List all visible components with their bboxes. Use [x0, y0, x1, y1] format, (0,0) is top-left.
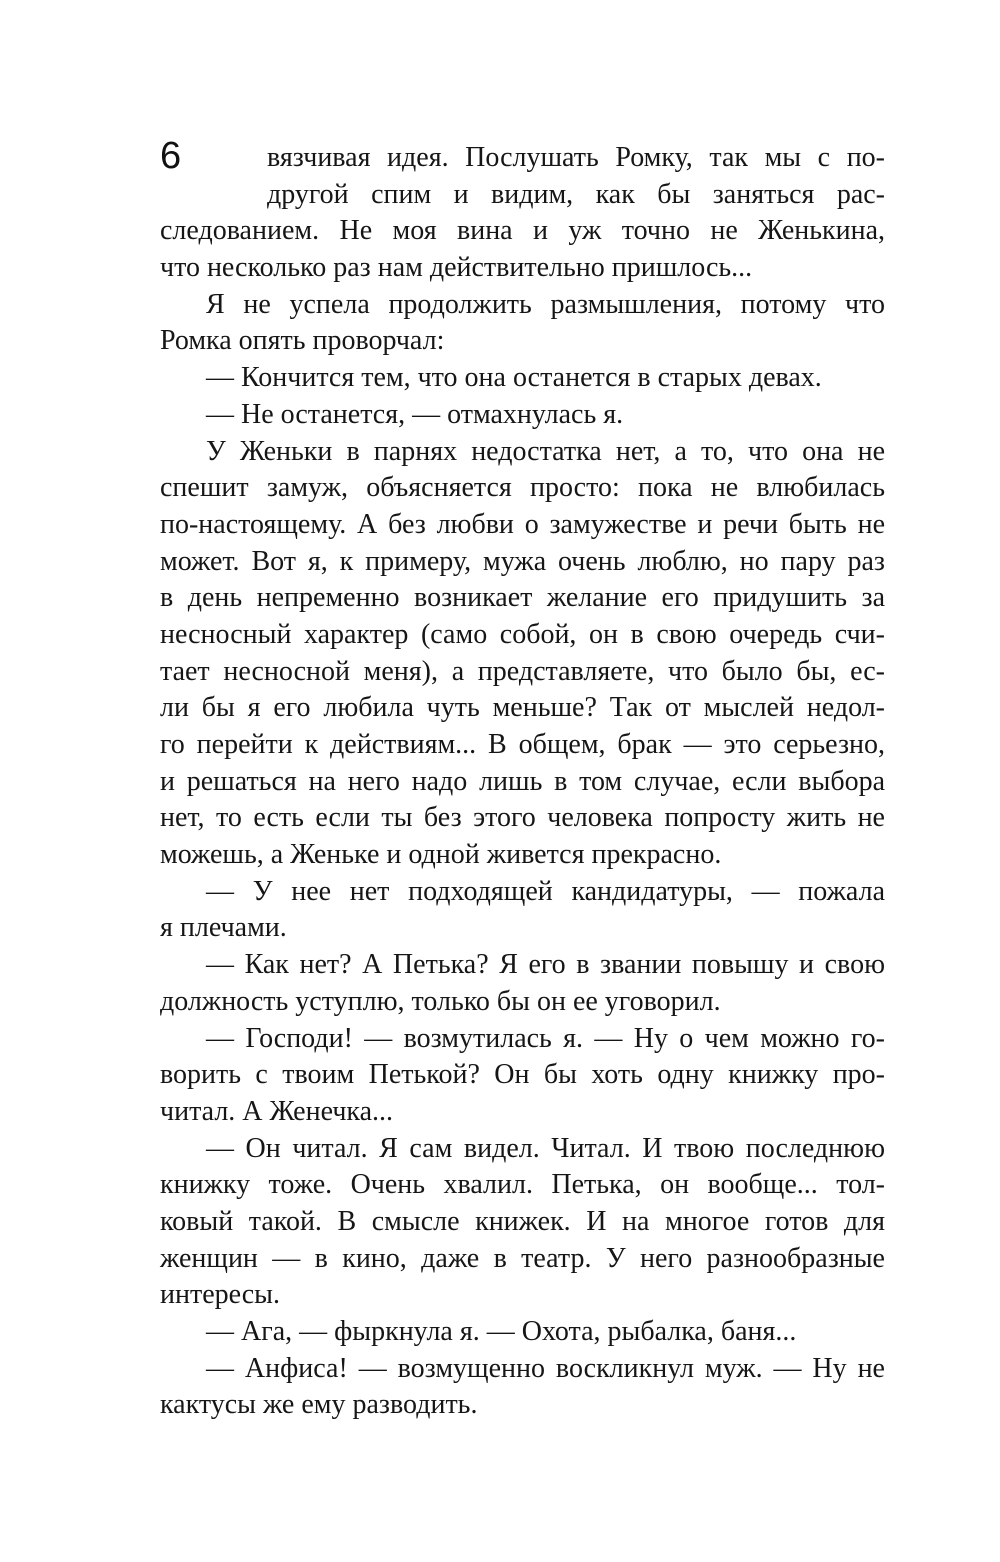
text-line: — Не останется, — отмахнулась я. [206, 398, 624, 430]
text-line: нет, то есть если ты без этого человека попросту жить не [160, 802, 885, 834]
text-line: У Женьки в парнях недостатка нет, а то, что она не [206, 435, 885, 467]
text-line: — Кончится тем, что она останется в старых девах. [206, 362, 822, 394]
text-line: — Как нет? А Петька? Я его в звании повышу и свою [206, 949, 885, 981]
text-line: Я не успела продолжить размышления, потому что [206, 288, 885, 320]
text-line: можешь, а Женьке и одной живется прекрасно. [160, 839, 722, 871]
page-number: 6 [160, 135, 182, 177]
text-line: в день непременно возникает желание его придушить за [160, 582, 885, 614]
text-line: по-настоящему. А без любви о замужестве и речи быть не [160, 508, 885, 540]
text-line: тает несносной меня), а представляете, что было бы, ес- [160, 655, 885, 687]
text-line: книжку тоже. Очень хвалил. Петька, он вообще... тол- [160, 1169, 885, 1201]
text-line: читал. А Женечка... [160, 1095, 394, 1127]
text-line: кактусы же ему разводить. [160, 1389, 478, 1421]
text-line: ворить с твоим Петькой? Он бы хоть одну книжку про- [160, 1059, 885, 1091]
text-line: женщин — в кино, даже в театр. У него разнообразные [160, 1242, 885, 1274]
text-line: я плечами. [160, 912, 287, 944]
text-line: интересы. [160, 1279, 280, 1311]
text-line: и решаться на него надо лишь в том случае, если выбора [160, 765, 885, 797]
text-line: должность уступлю, только бы он ее уговорил. [160, 985, 721, 1017]
text-line: — Анфиса! — возмущенно воскликнул муж. — Ну не [206, 1352, 885, 1384]
text-line: — У нее нет подходящей кандидатуры, — пожала [206, 875, 885, 907]
text-line: ковый такой. В смысле книжек. И на многое готов для [160, 1205, 885, 1237]
text-line: — Господи! — возмутилась я. — Ну о чем можно го- [206, 1022, 885, 1054]
text-line: что несколько раз нам действительно пришлось... [160, 252, 753, 284]
text-line: ли бы я его любила чуть меньше? Так от мыслей недол- [160, 692, 885, 724]
text-line: Ромка опять проворчал: [160, 325, 445, 357]
text-line: может. Вот я, к примеру, мужа очень люблю, но пару раз [160, 545, 885, 577]
text-line: спешит замуж, объясняется просто: пока не влюбилась [160, 472, 885, 504]
text-line: — Он читал. Я сам видел. Читал. И твою последнюю [206, 1132, 885, 1164]
text-line: следованием. Не моя вина и уж точно не Женькина, [160, 215, 885, 247]
text-line: — Ага, — фыркнула я. — Охота, рыбалка, баня... [206, 1316, 797, 1347]
text-line: вязчивая идея. Послушать Ромку, так мы с по- [267, 142, 885, 173]
text-line: другой спим и видим, как бы заняться рас- [267, 178, 885, 210]
text-line: несносный характер (само собой, он в свою очередь счи- [160, 618, 885, 650]
page-text [160, 140, 885, 1424]
text-line: го перейти к действиям... В общем, брак — это серьезно, [160, 729, 885, 760]
